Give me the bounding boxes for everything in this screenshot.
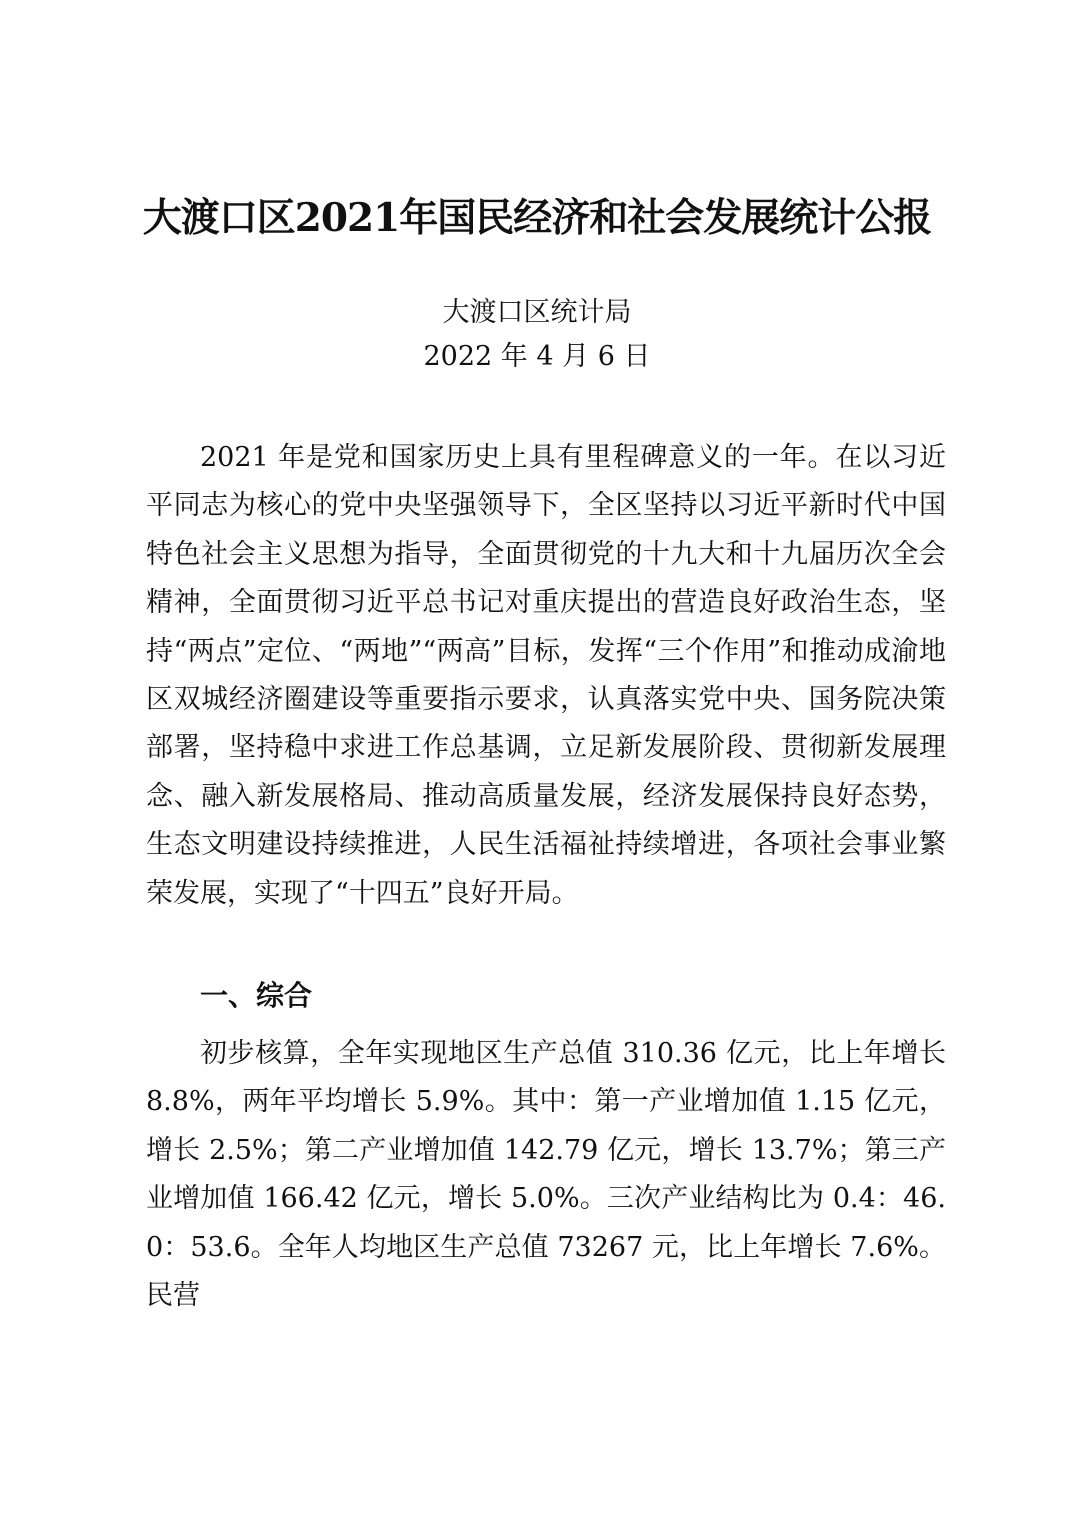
intro-paragraph-block <box>146 434 946 918</box>
section-paragraph-block <box>146 1030 946 1320</box>
intro-paragraph: 2021 年是党和国家历史上具有里程碑意义的一年。在以习近平同志为核心的党中央坚强领导下，全区坚持以习近平新时代中国特色社会主义思想为指导，全面贯彻党的十九大和十九届历次全会精神，全面贯彻习近平总书记对重庆提出的营造良好政治生态，坚持“两点”定位、“两地”“两高”目标，发挥“三个作用”和推动成渝地区双城经济圈建设等重要指示要求，认真落实党中央、国务院决策部署，坚持稳中求进工作总基调，立足新发展阶段、贯彻新发展理念、融入新发展格局、推动高质量发展，经济发展保持良好态势，生态文明建设持续推进，人民生活福祉持续增进，各项社会事业繁荣发展，实现了“十四五”良好开局。 <box>146 442 946 909</box>
document-title: 大渡口区2021年国民经济和社会发展统计公报 <box>142 195 932 241</box>
section-paragraph: 初步核算，全年实现地区生产总值 310.36 亿元，比上年增长 8.8%，两年平均增长 5.9%。其中：第一产业增加值 1.15 亿元，增长 2.5%；第二产业增加值 142.79 亿元，增长 13.7%；第三产业增加值 166.42 亿元，增长 5.0%。三次产业结构比为 0.4：46.0：53.6。全年人均地区生产总值 73267 元，比上年增长 7.6%。民营 <box>146 1038 946 1312</box>
document-date: 2022 年 4 月 6 日 <box>423 341 651 372</box>
section-heading: 一、综合 <box>200 979 313 1012</box>
document-author: 大渡口区统计局 <box>442 297 632 328</box>
